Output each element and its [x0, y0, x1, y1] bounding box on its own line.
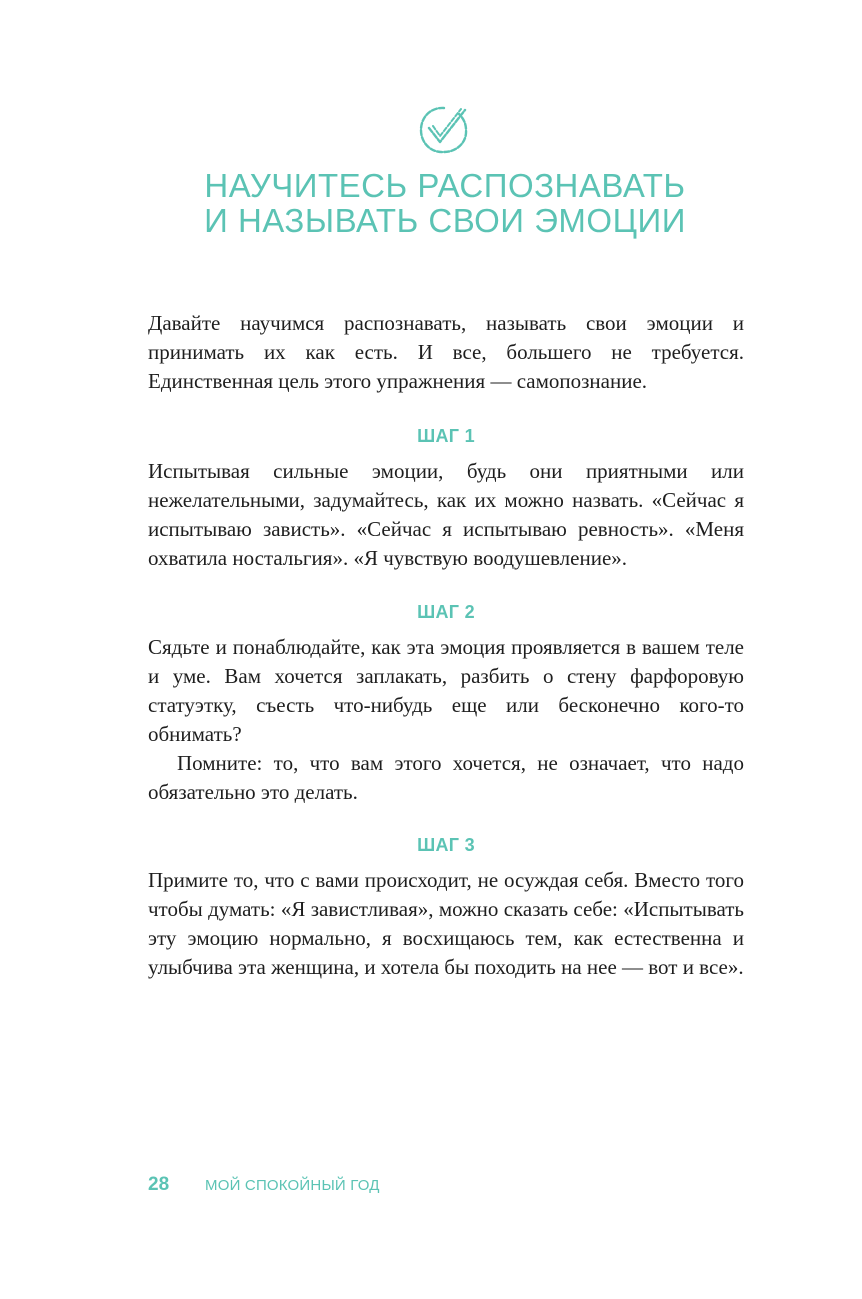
step-3-paragraph: Примите то, что с вами происходит, не осуждая себя. Вместо того чтобы думать: «Я завистливая», можно сказать себе: «Испытывать эту эмоцию нормально, я восхищаюсь тем, как естественна и улыбчива эта женщина, и хотела бы походить на нее — вот и все».: [148, 868, 744, 979]
step-3-body: [148, 866, 744, 982]
step-2-body: [148, 633, 744, 807]
intro-paragraph: Давайте научимся распознавать, называть свои эмоции и принимать их как есть. И все, большего не требуется. Единственная цель этого упражнения — самопознание.: [148, 311, 744, 393]
step-1-heading: ШАГ 1: [417, 426, 475, 446]
running-title: МОЙ СПОКОЙНЫЙ ГОД: [205, 1177, 380, 1194]
intro-block: [148, 309, 744, 396]
page-title-line-1: НАУЧИТЕСЬ РАСПОЗНАВАТЬ: [204, 167, 686, 204]
step-1-paragraph: Испытывая сильные эмоции, будь они приятными или нежелательными, задумайтесь, как их можно назвать. «Сейчас я испытываю зависть». «Сейчас я испытываю ревность». «Меня охватила ностальгия». «Я чувствую воодушевление».: [148, 459, 744, 570]
step-2-paragraph-1: Сядьте и понаблюдайте, как эта эмоция проявляется в вашем теле и уме. Вам хочется заплакать, разбить о стену фарфоровую статуэтку, съесть что-нибудь еще или бесконечно кого-то обнимать?: [148, 635, 744, 746]
step-2-paragraph-2: Помните: то, что вам этого хочется, не означает, что надо обязательно это делать.: [148, 751, 744, 804]
check-badge-icon: [416, 104, 472, 156]
page-title-line-2: И НАЗЫВАТЬ СВОИ ЭМОЦИИ: [204, 202, 686, 239]
step-2-heading: ШАГ 2: [417, 602, 475, 622]
page-number: 28: [148, 1174, 170, 1195]
step-3-heading: ШАГ 3: [417, 835, 475, 855]
step-1-body: [148, 457, 744, 573]
